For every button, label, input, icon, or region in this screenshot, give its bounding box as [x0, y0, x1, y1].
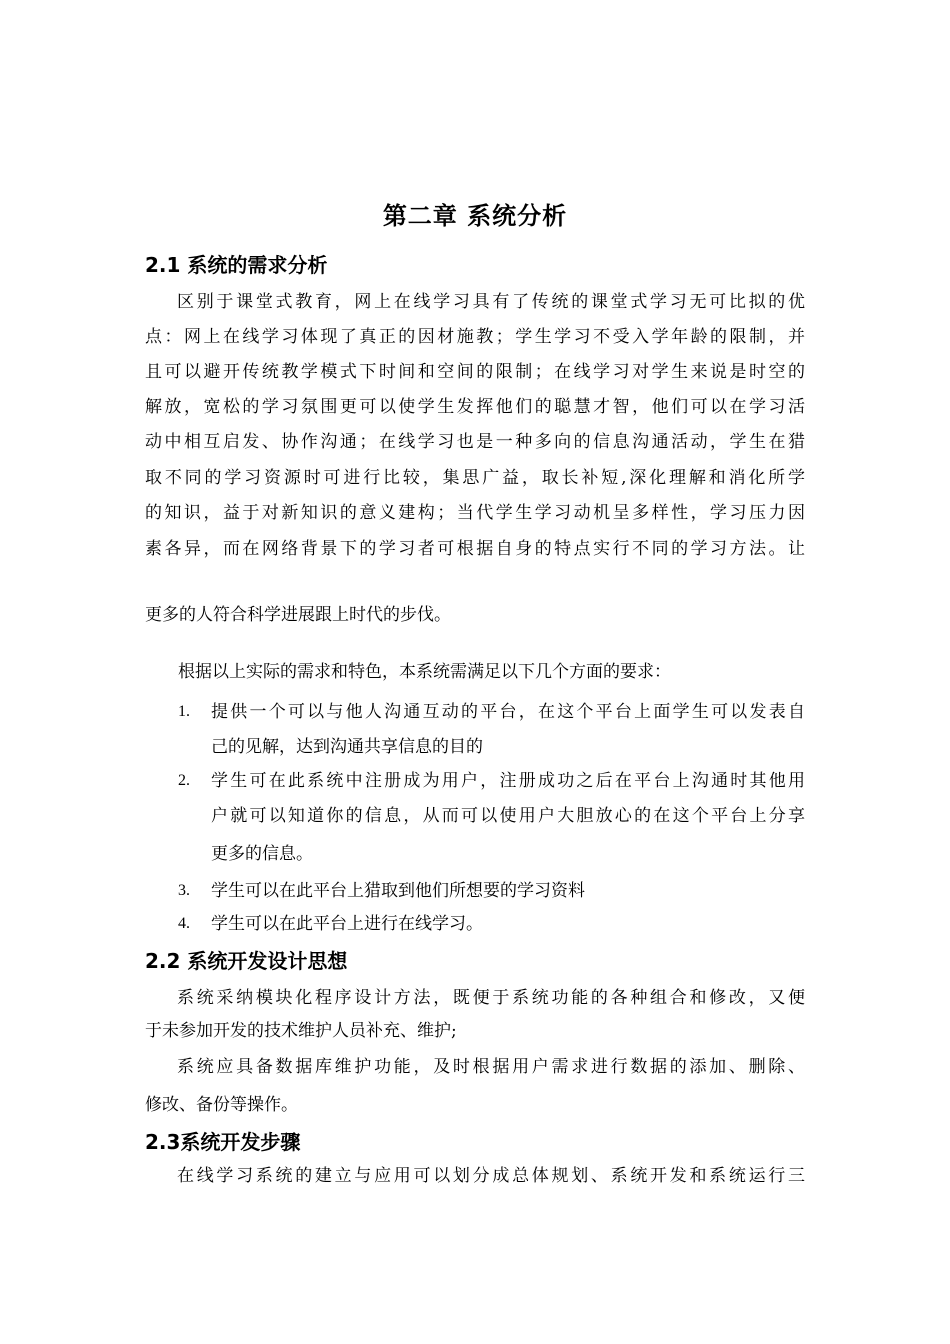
- paragraph-line: 点：网上在线学习体现了真正的因材施教；学生学习不受入学年龄的限制，并: [145, 327, 805, 347]
- list-item-number: 4.: [178, 915, 190, 932]
- paragraph-line: 动中相互启发、协作沟通；在线学习也是一种多向的信息沟通活动，学生在猎: [145, 432, 805, 452]
- paragraph-line: 系统应具备数据库维护功能，及时根据用户需求进行数据的添加、删除、: [177, 1057, 805, 1077]
- paragraph-line: 修改、备份等操作。: [145, 1095, 298, 1115]
- list-item-number: 2.: [178, 772, 190, 789]
- paragraph-line: 取不同的学习资源时可进行比较，集思广益，取长补短,深化理解和消化所学: [145, 468, 805, 488]
- paragraph-line: 于未参加开发的技术维护人员补充、维护;: [145, 1021, 457, 1041]
- paragraph-line: 的知识，益于对新知识的意义建构；当代学生学习动机呈多样性，学习压力因: [145, 503, 805, 523]
- list-item-text: 己的见解，达到沟通共享信息的目的: [211, 737, 483, 757]
- paragraph-line: 素各异，而在网络背景下的学习者可根据自身的特点实行不同的学习方法。让: [145, 539, 805, 559]
- section-heading-2-1: 2.1 系统的需求分析: [145, 253, 328, 277]
- list-item-text: 学生可以在此平台上进行在线学习。: [211, 914, 483, 934]
- paragraph-line: 且可以避开传统教学模式下时间和空间的限制；在线学习对学生来说是时空的: [145, 362, 805, 382]
- list-item-text: 学生可在此系统中注册成为用户，注册成功之后在平台上沟通时其他用: [211, 771, 805, 791]
- paragraph-line: 系统采纳模块化程序设计方法，既便于系统功能的各种组合和修改，又便: [177, 988, 805, 1008]
- list-item-text: 户就可以知道你的信息，从而可以使用户大胆放心的在这个平台上分享: [211, 806, 805, 826]
- requirements-intro: 根据以上实际的需求和特色，本系统需满足以下几个方面的要求：: [178, 662, 671, 682]
- paragraph-line: 在线学习系统的建立与应用可以划分成总体规划、系统开发和系统运行三: [177, 1166, 805, 1186]
- list-item-text: 提供一个可以与他人沟通互动的平台，在这个平台上面学生可以发表自: [211, 702, 805, 722]
- list-item-text: 更多的信息。: [211, 844, 313, 864]
- list-item-number: 1.: [178, 703, 190, 720]
- section-heading-2-2: 2.2 系统开发设计思想: [145, 949, 348, 973]
- section-heading-2-3: 2.3系统开发步骤: [145, 1130, 301, 1154]
- list-item-text: 学生可以在此平台上猎取到他们所想要的学习资料: [211, 881, 585, 901]
- chapter-title: 第二章 系统分析: [382, 202, 568, 230]
- paragraph-line: 解放，宽松的学习氛围更可以使学生发挥他们的聪慧才智，他们可以在学习活: [145, 397, 805, 417]
- paragraph-line: 更多的人符合科学进展跟上时代的步伐。: [145, 605, 451, 625]
- list-item-number: 3.: [178, 882, 190, 899]
- paragraph-line: 区别于课堂式教育，网上在线学习具有了传统的课堂式学习无可比拟的优: [177, 292, 805, 312]
